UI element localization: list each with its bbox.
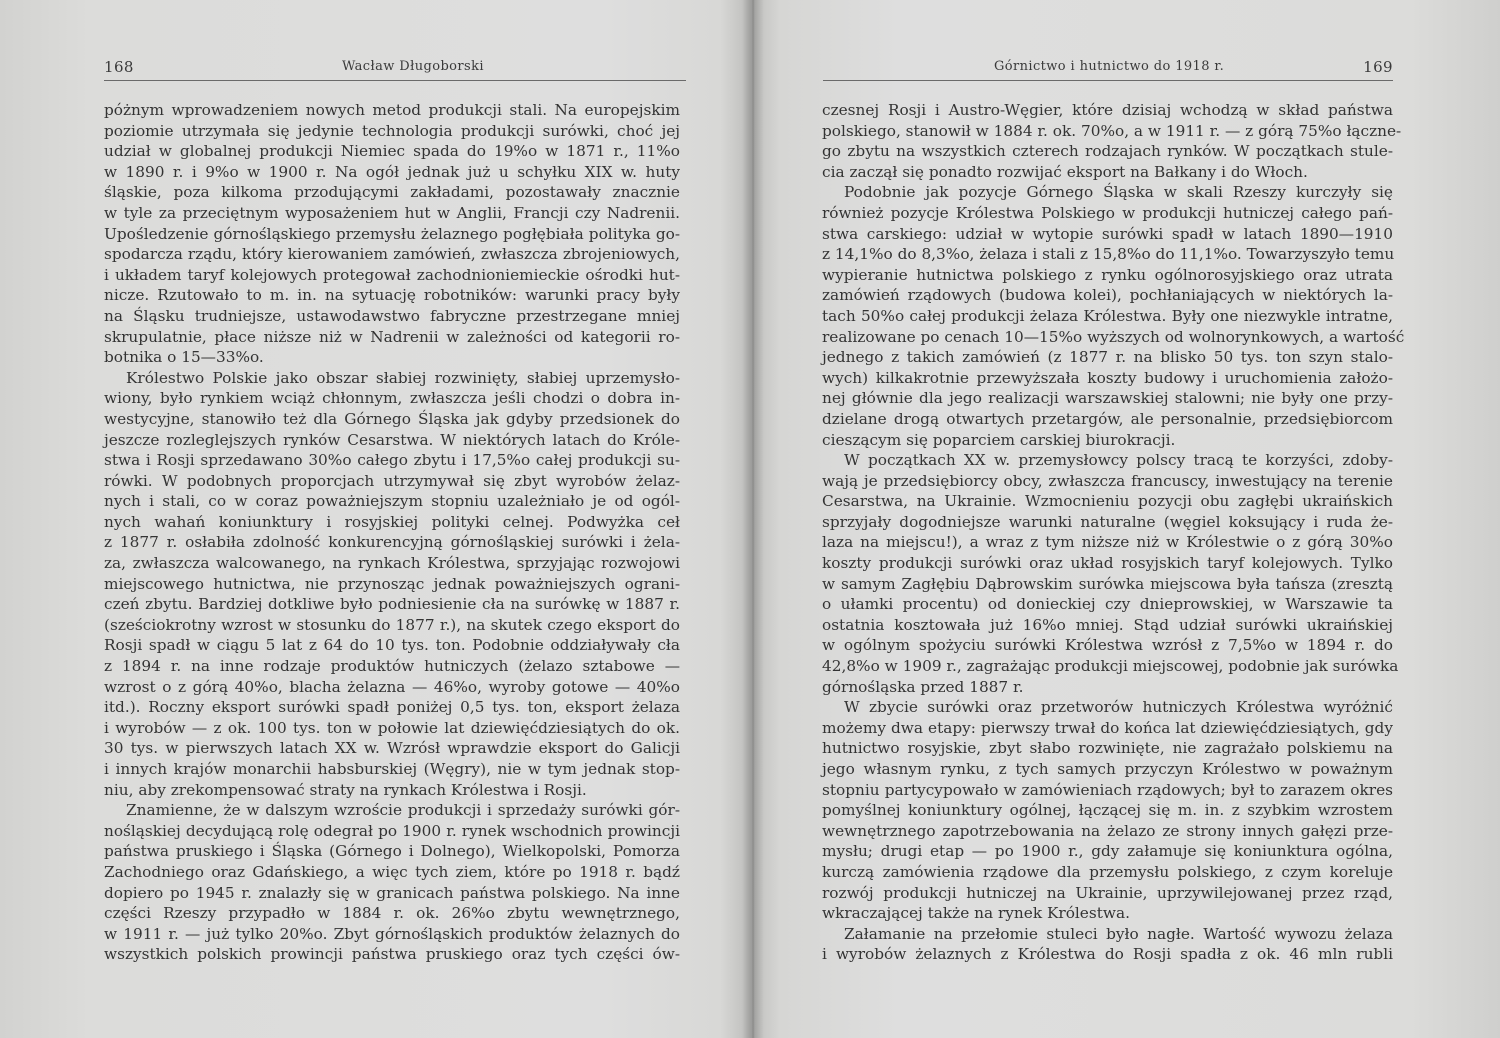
text-line: Znamienne, że w dalszym wzroście produkcji i sprzedaży surówki gór-: [126, 801, 680, 820]
text-line: wają je przedsiębiorcy obcy, zwłaszcza francuscy, inwestujący na terenie: [822, 471, 1393, 490]
text-line: jednego z takich zamówień (z 1877 r. na blisko 50 tys. ton szyn stalo-: [822, 348, 1393, 367]
text-line: spodarcza rządu, który kierowaniem zamówień, zwłaszcza zbrojeniowych,: [104, 245, 680, 264]
text-line: nych wahań koniunktury i rosyjskiej polityki celnej. Podwyżka ceł: [104, 512, 680, 531]
page-number: 169: [1363, 58, 1393, 76]
text-line: w samym Zagłębiu Dąbrowskim surówka miejscowa była tańsza (zresztą: [822, 574, 1393, 593]
text-line: Upośledzenie górnośląskiego przemysłu żelaznego pogłębiała polityka go-: [104, 224, 680, 243]
text-line: i układem taryf kolejowych protegował zachodnioniemieckie ośrodki hut-: [104, 265, 680, 284]
text-line: pomyślnej koniunktury ogólnej, łączącej się m. in. z szybkim wzrostem: [822, 801, 1393, 820]
text-line: niu, aby zrekompensować straty na rynkach Królestwa i Rosji.: [104, 780, 587, 799]
text-line: nośląskiej decydującą rolę odegrał po 1900 r. rynek wschodnich prowincji: [104, 821, 680, 840]
text-line: śląskie, poza kilkoma przodującymi zakładami, pozostawały znacznie: [104, 183, 680, 202]
text-line: itd.). Roczny eksport surówki spadł poniżej 0,5 tys. ton, eksport żelaza: [104, 698, 680, 717]
text-line: hutnictwo rosyjskie, zbyt słabo rozwinięte, nie zagrażało polskiemu na: [822, 739, 1393, 758]
text-line: skrupulatnie, płace niższe niż w Nadrenii w zależności od kategorii ro-: [104, 327, 680, 346]
text-line: nicze. Rzutowało to m. in. na sytuację robotników: warunki pracy były: [104, 286, 680, 305]
text-line: ostatnia kosztowała już 16%o mniej. Stąd udział surówki ukraińskiej: [822, 615, 1393, 634]
right-page: [750, 0, 1500, 1038]
text-line: nej głównie dla jego realizacji warszawskiej stalowni; nie były one przy-: [822, 389, 1393, 408]
text-line: z 14,1%o do 8,3%o, żelaza i stali z 15,8%o do 11,1%o. Towarzyszyło temu: [822, 245, 1395, 264]
text-line: W zbycie surówki oraz przetworów hutniczych Królestwa wyróżnić: [844, 698, 1393, 717]
text-line: jego własnym rynku, z tych samych przyczyn Królestwo w poważnym: [822, 760, 1393, 778]
running-head-title: Górnictwo i hutnictwo do 1918 r.: [994, 59, 1225, 74]
text-line: rówki. W podobnych proporcjach utrzymywał się zbyt wyrobów żelaz-: [104, 471, 680, 490]
text-line: udział w globalnej produkcji Niemiec spada do 19%o w 1871 r., 11%o: [104, 142, 680, 161]
text-line: również pozycje Królestwa Polskiego w produkcji hutniczej całego pań-: [822, 203, 1393, 222]
text-line: wewnętrznego zapotrzebowania na żelazo ze strony innych gałęzi prze-: [822, 821, 1393, 840]
running-head-right: [823, 56, 1393, 81]
text-line: z 1894 r. na inne rodzaje produktów hutniczych (żelazo sztabowe —: [104, 657, 680, 676]
text-line: dzielane drogą otwartych przetargów, ale personalnie, przedsiębiorcom: [822, 409, 1393, 428]
text-line: W początkach XX w. przemysłowcy polscy tracą te korzyści, zdoby-: [844, 451, 1393, 470]
text-line: i innych krajów monarchii habsburskiej (Węgry), nie w tym jednak stop-: [104, 760, 680, 778]
text-line: wszystkich polskich prowincji państwa pruskiego oraz tych części ów-: [104, 945, 680, 964]
text-line: Podobnie jak pozycje Górnego Śląska w skali Rzeszy kurczyły się: [844, 183, 1393, 202]
text-line: kurczą zamówienia rządowe dla przemysłu polskiego, z czym koreluje: [822, 862, 1393, 881]
text-line: laza na miejscu!), a wraz z tym niższe niż w Królestwie o z górą 30%o: [822, 533, 1393, 552]
text-line: sprzyjały dogodniejsze warunki naturalne (węgiel koksujący i ruda że-: [822, 512, 1393, 531]
text-line: dopiero po 1945 r. znalazły się w granicach państwa polskiego. Na inne: [104, 883, 680, 902]
text-line: czeń zbytu. Bardziej dotkliwe było podniesienie cła na surówkę w 1887 r.: [104, 595, 680, 614]
text-line: górnośląska przed 1887 r.: [822, 677, 1024, 696]
text-line: stopniu partycypowało w zamówieniach rządowych; był to zarazem okres: [822, 780, 1393, 799]
text-line: w 1890 r. i 9%o w 1900 r. Na ogół jednak już u schyłku XIX w. huty: [104, 162, 680, 181]
text-line: Zachodniego oraz Gdańskiego, a więc tych ziem, które po 1918 r. bądź: [104, 862, 680, 881]
text-line: części Rzeszy przypadło w 1884 r. ok. 26%o zbytu wewnętrznego,: [104, 904, 680, 923]
running-head-title: Wacław Długoborski: [342, 59, 484, 74]
running-head-left: [104, 56, 686, 81]
text-line: póżnym wprowadzeniem nowych metod produkcji stali. Na europejskim: [104, 101, 680, 119]
text-line: miejscowego hutnictwa, nie przynosząc jednak poważniejszych ograni-: [104, 574, 680, 593]
text-line: realizowane po cenach 10—15%o wyższych od wolnorynkowych, a wartość: [822, 327, 1405, 346]
text-line: Załamanie na przełomie stuleci było nagłe. Wartość wywozu żelaza: [844, 924, 1393, 943]
text-line: 42,8%o w 1909 r., zagrażając produkcji miejscowej, podobnie jak surówka: [822, 657, 1399, 676]
text-line: wkraczającej także na rynek Królestwa.: [822, 904, 1130, 923]
text-line: wzrost o z górą 40%o, blacha żelazna — 46%o, wyroby gotowe — 40%o: [104, 677, 680, 696]
body-text: [104, 100, 680, 965]
text-line: Cesarstwa, na Ukrainie. Wzmocnieniu pozycji obu zagłębi ukraińskich: [822, 492, 1393, 511]
text-line: cieszącym się poparciem carskiej biurokracji.: [822, 430, 1176, 449]
text-line: (sześciokrotny wzrost w stosunku do 1877 r.), na skutek czego eksport do: [104, 615, 680, 634]
text-line: stwa carskiego: udział w wytopie surówki spadł w latach 1890—1910: [822, 224, 1393, 243]
text-line: cia zaczął się ponadto rozwijać eksport na Bałkany i do Włoch.: [822, 162, 1308, 181]
text-line: go zbytu na wszystkich czterech rodzajach rynków. W początkach stule-: [822, 142, 1393, 161]
text-line: polskiego, stanowił w 1884 r. ok. 70%o, a w 1911 r. — z górą 75%o łączne-: [822, 121, 1402, 140]
text-line: stwa i Rosji sprzedawano 30%o całego zbytu i 17,5%o całej produkcji su-: [104, 451, 680, 470]
text-line: poziomie utrzymała się jedynie technologia produkcji surówki, choć jej: [104, 121, 680, 140]
text-line: wiony, było rynkiem wciąż chłonnym, zwłaszcza jeśli chodzi o dobra in-: [104, 389, 680, 408]
text-line: w ogólnym spożyciu surówki Królestwa wzrósł z 7,5%o w 1894 r. do: [822, 636, 1393, 655]
text-line: z 1877 r. osłabiła zdolność konkurencyjną górnośląskiej surówki i żela-: [104, 533, 680, 552]
text-line: czesnej Rosji i Austro-Węgier, które dzisiaj wchodzą w skład państwa: [822, 101, 1393, 119]
text-line: za, zwłaszcza walcowanego, na rynkach Królestwa, sprzyjając rozwojowi: [104, 554, 680, 573]
text-line: w 1911 r. — już tylko 20%o. Zbyt górnośląskich produktów żelaznych do: [104, 924, 680, 943]
text-line: zamówień rządowych (budowa kolei), pochłaniających w niektórych la-: [822, 286, 1393, 305]
text-line: jeszcze rozleglejszych rynków Cesarstwa. W niektórych latach do Króle-: [104, 430, 680, 449]
text-line: w tyle za przeciętnym wyposażeniem hut w Anglii, Francji czy Nadrenii.: [104, 203, 680, 222]
text-line: wypieranie hutnictwa polskiego z rynku ogólnorosyjskiego oraz utrata: [822, 265, 1393, 284]
text-line: koszty produkcji surówki oraz układ rosyjskich taryf kolejowych. Tylko: [822, 554, 1393, 573]
text-line: Królestwo Polskie jako obszar słabiej rozwinięty, słabiej uprzemysło-: [126, 368, 680, 387]
text-line: 30 tys. w pierwszych latach XX w. Wzrósł wprawdzie eksport do Galicji: [104, 739, 680, 758]
page-number: 168: [104, 58, 134, 76]
text-line: wych) kilkakrotnie przewyższała koszty budowy i uruchomienia założo-: [822, 368, 1393, 387]
text-line: nych i stali, co w coraz poważniejszym stopniu uzależniało je od ogól-: [104, 492, 680, 511]
text-line: i wyrobów żelaznych z Królestwa do Rosji spadła z ok. 46 mln rubli: [822, 945, 1393, 964]
text-line: na Śląsku trudniejsze, ustawodawstwo fabryczne przestrzegane mniej: [104, 306, 680, 325]
text-line: i wyrobów — z ok. 100 tys. ton w połowie lat dziewięćdziesiątych do ok.: [104, 718, 680, 737]
text-line: tach 50%o całej produkcji żelaza Królestwa. Były one niezwykle intratne,: [822, 306, 1393, 325]
text-line: botnika o 15—33%o.: [104, 348, 264, 367]
text-line: rozwój produkcji hutniczej na Ukrainie, uprzywilejowanej przez rząd,: [822, 883, 1393, 902]
text-line: państwa pruskiego i Śląska (Górnego i Dolnego), Wielkopolski, Pomorza: [104, 842, 680, 861]
text-line: westycyjne, stanowiło też dla Górnego Śląska jak gdyby przedsionek do: [104, 409, 680, 428]
text-line: o ułamki procentu) od donieckiej czy dnieprowskiej, w Warszawie ta: [822, 595, 1393, 614]
text-line: mysłu; drugi etap — po 1900 r., gdy załamuje się koniunktura ogólna,: [822, 842, 1393, 861]
text-line: Rosji spadł w ciągu 5 lat z 64 do 10 tys. ton. Podobnie oddziaływały cła: [104, 636, 680, 655]
text-line: możemy dwa etapy: pierwszy trwał do końca lat dziewięćdziesiątych, gdy: [822, 718, 1393, 737]
body-text: [822, 100, 1405, 965]
